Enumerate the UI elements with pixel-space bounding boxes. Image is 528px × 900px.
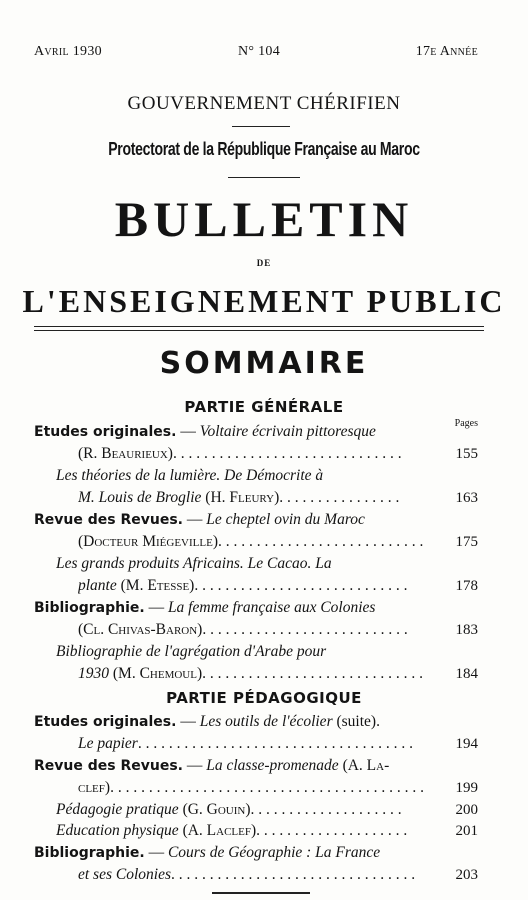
bulletin-title: BULLETIN (114, 191, 414, 247)
toc-entry-single: Pédagogie pratique (G. Gouin). . . . . . . . . . . . . . . . . . . . (56, 801, 402, 818)
toc-entry-line2: et ses Colonies. . . . . . . . . . . . . . . . . . . . . . . . . . . . . . . . (78, 866, 416, 883)
toc-entry-line1: Les grands produits Africains. Le Cacao. La (56, 555, 332, 572)
toc-entry-line2: (Docteur Miégeville). . . . . . . . . . . . . . . . . . . . . . . . . . . (78, 533, 424, 550)
rule (228, 177, 300, 178)
header-number: N° 104 (238, 44, 281, 59)
toc-entry-line2: plante (M. Etesse). . . . . . . . . . . . . . . . . . . . . . . . . . . . (78, 577, 408, 594)
toc-entry-line1: Les théories de la lumière. De Démocrite à (56, 467, 324, 484)
enseignement-title: L'ENSEIGNEMENT PUBLIC (22, 283, 506, 319)
toc-entry-line2: (Cl. Chivas-Baron). . . . . . . . . . . . . . . . . . . . . . . . . . . (78, 621, 408, 638)
pages-label: Pages (454, 418, 478, 429)
toc-entry-line2: 1930 (M. Chemoul). . . . . . . . . . . . . . . . . . . . . . . . . . . . . (78, 665, 423, 682)
toc-entry-line2: clef). . . . . . . . . . . . . . . . . . . . . . . . . . . . . . . . . . . . . . . . . (78, 779, 424, 796)
end-rule (212, 892, 310, 894)
page-number: 178 (455, 578, 478, 594)
page-number: 194 (455, 736, 478, 752)
toc-entry-line1: Bibliographie. — Cours de Géographie : La France (34, 844, 381, 861)
page-number: 163 (455, 490, 478, 506)
toc-entry-line2: (R. Beaurieux). . . . . . . . . . . . . . . . . . . . . . . . . . . . . . (78, 445, 402, 462)
sommaire-title: SOMMAIRE (159, 346, 369, 381)
part2-title: PARTIE PÉDAGOGIQUE (166, 689, 362, 707)
toc-entry-line1: Etudes originales. — Les outils de l'écolier (suite). (34, 713, 380, 730)
double-rule (34, 326, 484, 331)
toc-entry-single: Education physique (A. Laclef). . . . . . . . . . . . . . . . . . . . (56, 822, 408, 839)
de-label: DE (256, 258, 272, 268)
toc-entry-line1: Bibliographie. — La femme française aux Colonies (34, 599, 376, 616)
gouvernement-title: GOUVERNEMENT CHÉRIFIEN (127, 93, 401, 114)
rule (232, 126, 290, 127)
toc-entry-line2: M. Louis de Broglie (H. Fleury). . . . . . . . . . . . . . . . (78, 489, 400, 506)
page-number: 184 (455, 666, 478, 682)
page-number: 203 (455, 867, 478, 883)
protectorat-title: Protectorat de la République Française au Maroc (108, 139, 420, 159)
toc-entry-line1: Revue des Revues. — Le cheptel ovin du Maroc (34, 511, 365, 528)
page-number: 201 (455, 823, 478, 839)
page-number: 199 (455, 780, 478, 796)
part1-title: PARTIE GÉNÉRALE (184, 398, 344, 416)
page-number: 200 (455, 802, 478, 818)
toc-entry-line2: Le papier. . . . . . . . . . . . . . . . . . . . . . . . . . . . . . . . . . . . (78, 735, 413, 752)
page-number: 155 (455, 446, 478, 462)
toc-entry-line1: Bibliographie de l'agrégation d'Arabe pour (56, 643, 327, 660)
page-number: 183 (455, 622, 478, 638)
toc-entry-line1: Etudes originales. — Voltaire écrivain pittoresque (34, 423, 376, 440)
header-year: 17e Année (415, 44, 478, 59)
toc-entry-line1: Revue des Revues. — La classe-promenade (A. La- (34, 757, 390, 774)
header-date: Avril 1930 (34, 44, 102, 59)
page-number: 175 (455, 534, 478, 550)
